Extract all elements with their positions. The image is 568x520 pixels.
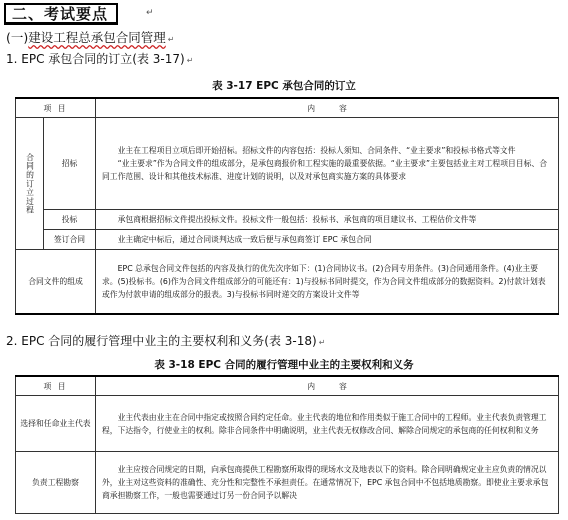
subsection-heading xyxy=(6,30,174,48)
table-row xyxy=(16,230,559,250)
table-row xyxy=(16,210,559,230)
paragraph-mark: ↵ xyxy=(186,56,194,65)
table-row xyxy=(16,118,559,210)
list-item-2 xyxy=(6,334,325,350)
paragraph-mark: ↵ xyxy=(146,8,154,18)
owner-rights-table xyxy=(15,375,559,514)
table-caption: 表 3-18 EPC 合同的履行管理中业主的主要权利和义务 xyxy=(154,359,414,371)
row-content xyxy=(96,118,559,210)
header-cell-item: 项 目 xyxy=(16,376,96,396)
contract-formation-table xyxy=(15,97,559,315)
paragraph: 业主在工程项目立项后即开始招标。招标文件的内容包括：投标人须知、合同条件、“业主要求”和投标书格式等文件 xyxy=(117,146,516,155)
row-content: 业主代表由业主在合同中指定或按照合同约定任命。业主代表的地位和作用类似于施工合同中的工程师。业主代表负责管理工程，下达指令，行使业主的权利。除非合同条件中明确说明，业主代表无权修改合同、解除合同规定的承包商的任何权利和义务 xyxy=(96,396,559,452)
table-caption: 表 3-17 EPC 承包合同的订立 xyxy=(212,80,356,92)
paragraph-mark: ↵ xyxy=(318,338,326,347)
row-content: 承包商根据招标文件提出投标文件。投标文件一般包括：投标书、承包商的项目建议书、工程估价文件等 xyxy=(96,210,559,230)
subsection-prefix: (一) xyxy=(6,30,29,45)
row-label: 投标 xyxy=(44,210,96,230)
row-label: 合同文件的组成 xyxy=(16,250,96,314)
table-row xyxy=(16,452,559,514)
row-label: 签订合同 xyxy=(44,230,96,250)
table-header-row xyxy=(16,376,559,396)
table-row xyxy=(16,396,559,452)
list-item-1 xyxy=(6,52,193,68)
group-label-cell xyxy=(16,118,44,250)
table-header-row xyxy=(16,98,559,118)
group-label: 合同的订立过程 xyxy=(25,152,35,215)
header-cell-content: 内容 xyxy=(96,98,559,118)
row-label: 选择和任命业主代表 xyxy=(16,396,96,452)
header-cell-item: 项 目 xyxy=(16,98,96,118)
paragraph: “业主要求”作为合同文件的组成部分，是承包商报价和工程实施的最重要依据。“业主要求”主要包括业主对工程项目目标、合同工作范围、设计和其他技术标准、进度计划的说明，以及对承包商实施方案的具体要求 xyxy=(102,159,547,181)
paragraph-mark: ↵ xyxy=(167,35,175,44)
list-item-text: 2. EPC 合同的履行管理中业主的主要权利和义务(表 3-18) xyxy=(6,334,317,348)
header-cell-content: 内容 xyxy=(96,376,559,396)
subsection-title: 建设工程总承包合同管理 xyxy=(28,30,166,45)
row-label: 负责工程勘察 xyxy=(16,452,96,514)
section-heading: 二、考试要点 xyxy=(4,3,118,25)
row-content: 业主确定中标后，通过合同谈判达成一致后便与承包商签订 EPC 承包合同 xyxy=(96,230,559,250)
list-item-text: 1. EPC 承包合同的订立(表 3-17) xyxy=(6,52,185,66)
table-row xyxy=(16,250,559,314)
row-content: 业主应按合同规定的日期，向承包商提供工程勘察所取得的现场水文及地表以下的资料。除合同明确规定业主应负责的情况以外，业主对这些资料的准确性、充分性和完整性不承担责任。在通常情况下，EPC 承包合同中不包括地质勘察。即使业主要求承包商承担勘察工作，一般也需要通过订另一份合同予以解决 xyxy=(96,452,559,514)
row-label: 招标 xyxy=(44,118,96,210)
row-content: EPC 总承包合同文件包括的内容及执行的优先次序如下：(1)合同协议书。(2)合同专用条件。(3)合同通用条件。(4)业主要求。(5)投标书。(6)作为合同文件组成部分的可能还有：1)与投标书同时提交，作为合同文件组成部分的数据资料。2)付款计划表或作为付款申请的组成部分的报表。3)与投标书同时递交的方案设计文件等 xyxy=(96,250,559,314)
